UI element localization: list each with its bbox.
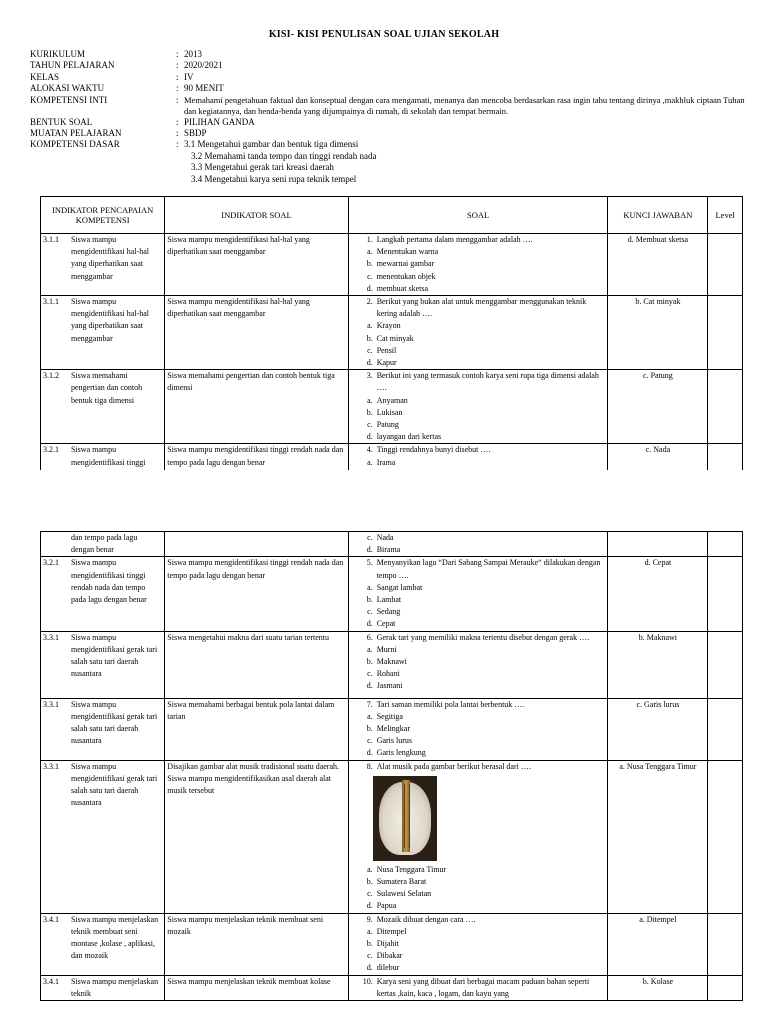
option-item — [351, 723, 606, 735]
answer-key-cell: a. Ditempel — [608, 913, 708, 975]
answer-key-cell: d. Membuat sketsa — [608, 234, 708, 296]
indikator-soal-cell: Siswa memahami berbagai bentuk pola lantai dalam tarian — [165, 698, 348, 760]
option-item — [351, 395, 606, 407]
table-row — [41, 234, 743, 296]
question-number: 6. — [366, 632, 373, 642]
option-text: menentukan objek — [376, 271, 436, 281]
option-item — [351, 606, 606, 618]
soal-cell — [348, 913, 608, 975]
option-letter: a. — [367, 864, 373, 874]
option-list — [351, 582, 606, 631]
indikator-soal-cell: Siswa mampu mengidentifikasi tinggi rendah nada dan tempo pada lagu dengan benar — [165, 557, 348, 631]
ipk-text: Siswa mampu mengidentifikasi tinggi rendah nada dan tempo pada lagu dengan benar — [71, 558, 147, 605]
option-item — [351, 333, 606, 345]
question-number: 5. — [366, 558, 373, 568]
table-header-row — [41, 197, 743, 234]
option-letter: a. — [367, 711, 373, 721]
option-letter: c. — [367, 951, 373, 961]
table-row — [41, 760, 743, 913]
soal-cell — [348, 296, 608, 370]
option-letter: a. — [367, 457, 373, 467]
indikator-soal-cell: Siswa mampu mengidentifikasi hal-hal yang diperhatikan saat menggambar — [165, 234, 348, 296]
option-item — [351, 258, 606, 270]
ipk-code: 3.3.1 — [43, 761, 59, 771]
ipk-text: Siswa mampu mengidentifikasi gerak tari salah satu tari daerah nusantara — [71, 632, 158, 679]
meta-label: KELAS — [30, 71, 59, 82]
option-text: Birama — [376, 545, 401, 555]
option-text: Krayon — [376, 321, 401, 331]
answer-key-cell: b. Cat minyak — [608, 296, 708, 370]
meta-value: SBDP — [184, 128, 207, 139]
meta-value: 90 MENIT — [184, 83, 224, 94]
option-letter: d. — [366, 681, 373, 691]
option-text: membuat sketsa — [376, 283, 429, 293]
question-number: 8. — [366, 761, 373, 771]
meta-row-tahun — [30, 60, 750, 71]
question-text: Alat musik pada gambar berikut berasal dari …. — [376, 761, 531, 771]
option-letter: b. — [366, 877, 373, 887]
option-text: Nusa Tenggara Timur — [376, 864, 447, 874]
option-text: Papua — [376, 901, 397, 911]
meta-row-bentuk-soal — [30, 117, 750, 128]
option-item — [351, 888, 606, 900]
option-item — [351, 582, 606, 594]
option-item — [351, 747, 606, 759]
meta-colon: : — [176, 94, 179, 105]
question-text: Tari saman memiliki pola lantai berbentuk …. — [376, 699, 525, 709]
meta-row-alokasi — [30, 83, 750, 94]
meta-colon: : — [176, 128, 179, 139]
meta-colon: : — [176, 49, 179, 59]
option-letter: c. — [367, 669, 373, 679]
meta-row-muatan — [30, 128, 750, 139]
option-item — [351, 544, 606, 556]
option-item — [351, 864, 606, 876]
option-text: Cat minyak — [376, 333, 414, 343]
option-letter: d. — [366, 283, 373, 293]
option-list — [351, 246, 606, 295]
soal-cell — [348, 975, 608, 1000]
header-level: Level — [708, 197, 743, 234]
ipk-text: Siswa mampu mengidentifikasi gerak tari salah satu tari daerah nusantara — [71, 699, 158, 746]
option-letter: c. — [367, 889, 373, 899]
option-letter: b. — [366, 333, 373, 343]
option-text: Maknawi — [376, 657, 407, 667]
level-cell — [708, 698, 743, 760]
option-item — [351, 431, 606, 443]
document-meta — [30, 49, 750, 185]
option-letter: a. — [367, 321, 373, 331]
meta-colon: : — [176, 71, 179, 82]
ipk-text: Siswa mampu mengidentifikasi tinggi — [71, 445, 146, 467]
table-row — [41, 975, 743, 1000]
option-letter: b. — [366, 259, 373, 269]
table-row — [41, 370, 743, 444]
meta-row-kelas — [30, 72, 750, 83]
option-text: dilebur — [376, 963, 400, 973]
kisi-table-part-2 — [40, 531, 743, 1001]
option-list — [351, 711, 606, 760]
meta-value: 2020/2021 — [184, 60, 223, 71]
option-letter: a. — [367, 395, 373, 405]
indikator-soal-cell: Siswa mampu mengidentifikasi hal-hal yang diperhatikan saat menggambar — [165, 296, 348, 370]
option-text: Sangat lambat — [376, 582, 423, 592]
indikator-soal-cell — [165, 532, 348, 557]
header-indikator-pencapaian: INDIKATOR PENCAPAIAN KOMPETENSI — [41, 197, 165, 234]
level-cell — [708, 296, 743, 370]
meta-value: 2013 — [184, 49, 202, 59]
question-text: Karya seni yang dibuat dari berbagai macam paduan bahan seperti kertas ,kain, kaca , logam, dan kayu yang — [376, 976, 590, 998]
option-list — [351, 644, 606, 693]
option-letter: b. — [366, 595, 373, 605]
ipk-code: 3.4.1 — [43, 914, 59, 924]
option-text: Pensil — [376, 345, 397, 355]
table-row-continued — [41, 532, 743, 557]
ipk-text: dan tempo pada lagu dengan benar — [71, 533, 138, 555]
option-item — [351, 246, 606, 258]
meta-colon: : — [176, 60, 179, 71]
ipk-cell — [41, 760, 165, 913]
soal-cell — [348, 698, 608, 760]
soal-cell — [348, 234, 608, 296]
ipk-text: Siswa mampu menjelaskan teknik membuat seni montase ,kolase , aplikasi, dan mozaik — [71, 914, 159, 961]
option-letter: b. — [366, 407, 373, 417]
option-text: mewarnai gambar — [376, 259, 435, 269]
kd-item: 3.2 Memahami tanda tempo dan tinggi rendah nada — [191, 150, 377, 161]
option-text: Menentukan warna — [376, 247, 439, 257]
question-number: 1. — [366, 235, 373, 244]
option-letter: d. — [366, 748, 373, 758]
ipk-cell — [41, 296, 165, 370]
option-letter: d. — [366, 545, 373, 555]
ipk-code: 3.1.2 — [43, 371, 59, 381]
option-text: Sumatera Barat — [376, 877, 427, 887]
ipk-text: Siswa mampu mengidentifikasi hal-hal yang diperhatikan saat menggambar — [71, 297, 149, 343]
option-letter: a. — [367, 247, 373, 257]
option-list — [351, 864, 606, 913]
option-item — [351, 711, 606, 723]
option-text: Garis lurus — [376, 736, 413, 746]
ipk-code: 3.2.1 — [43, 445, 59, 455]
kd-item: 3.1 Mengetahui gambar dan bentuk tiga dimensi — [184, 139, 359, 150]
answer-key-cell: b. Maknawi — [608, 631, 708, 698]
ipk-cell — [41, 698, 165, 760]
answer-key-cell: a. Nusa Tenggara Timur — [608, 760, 708, 913]
table-row — [41, 296, 743, 370]
meta-label: ALOKASI WAKTU — [30, 83, 105, 94]
meta-label: KOMPETENSI DASAR — [30, 139, 120, 150]
option-item — [351, 271, 606, 283]
question-number: 10. — [362, 976, 373, 986]
option-item — [351, 320, 606, 332]
meta-colon: : — [176, 116, 179, 127]
soal-cell — [348, 557, 608, 631]
option-text: Anyaman — [376, 395, 408, 405]
option-item — [351, 644, 606, 656]
ipk-cell — [41, 370, 165, 444]
kisi-table-part-1 — [40, 196, 743, 482]
question-number: 3. — [366, 371, 373, 381]
level-cell — [708, 631, 743, 698]
option-letter: c. — [367, 607, 373, 617]
table-row — [41, 913, 743, 975]
option-item — [351, 938, 606, 950]
option-item — [351, 680, 606, 692]
level-cell — [708, 913, 743, 975]
option-text: Cepat — [376, 619, 396, 629]
option-letter: c. — [367, 736, 373, 746]
answer-key-cell: c. Nada — [608, 444, 708, 482]
question-text: Gerak tari yang memiliki makna tertentu disebut dengan gerak …. — [376, 632, 590, 642]
page-break-gap — [0, 470, 768, 528]
option-letter: b. — [366, 724, 373, 734]
option-item — [351, 962, 606, 974]
option-text: Sedang — [376, 607, 401, 617]
option-letter: d. — [366, 432, 373, 442]
ipk-cell — [41, 913, 165, 975]
option-item — [351, 926, 606, 938]
ipk-code: 3.4.1 — [43, 976, 59, 986]
option-text: Dijahit — [376, 939, 399, 949]
option-text: Melingkar — [376, 724, 411, 734]
option-text: layangan dari kertas — [376, 432, 442, 442]
answer-key-cell: c. Patung — [608, 370, 708, 444]
ipk-cell — [41, 975, 165, 1000]
ipk-text: Siswa mampu mengidentifikasi gerak tari salah satu tari daerah nusantara — [71, 761, 158, 808]
question-text: Tinggi rendahnya bunyi disebut …. — [376, 445, 491, 455]
table-row — [41, 698, 743, 760]
question-text: Berikut ini yang termasuk contoh karya seni rupa tiga dimensi adalah …. — [376, 371, 599, 393]
option-item — [351, 345, 606, 357]
ipk-code: 3.1.1 — [43, 235, 59, 244]
answer-key-cell: d. Cepat — [608, 557, 708, 631]
option-text: Lukisan — [376, 407, 403, 417]
level-cell — [708, 557, 743, 631]
question-text: Menyanyikan lagu “Dari Sabang Sampai Merauke“ dilakukan dengan tempo …. — [376, 558, 601, 580]
indikator-soal-cell: Siswa mampu menjelaskan teknik membuat seni mozaik — [165, 913, 348, 975]
option-item — [351, 735, 606, 747]
sasando-instrument-image — [373, 776, 437, 861]
option-text: Patung — [376, 420, 399, 430]
option-text: Kapur — [376, 358, 397, 368]
question-number: 2. — [366, 297, 373, 307]
option-text: Rohani — [376, 669, 400, 679]
ipk-cell — [41, 631, 165, 698]
option-letter: c. — [367, 533, 373, 542]
level-cell — [708, 975, 743, 1000]
meta-value: PILIHAN GANDA — [184, 116, 255, 127]
option-item — [351, 950, 606, 962]
answer-key-cell — [608, 532, 708, 557]
meta-colon: : — [176, 139, 179, 150]
meta-row-kompetensi-inti — [30, 95, 750, 117]
option-list — [351, 395, 606, 444]
meta-label: KURIKULUM — [30, 49, 85, 59]
level-cell — [708, 760, 743, 913]
ipk-cell — [41, 532, 165, 557]
level-cell — [708, 370, 743, 444]
option-item — [351, 900, 606, 912]
option-letter: c. — [367, 345, 373, 355]
question-text: Berikut yang bukan alat untuk menggambar menggunakan teknik kering adalah …. — [376, 297, 587, 319]
soal-cell — [348, 631, 608, 698]
ipk-text: Siswa mampu menjelaskan teknik — [71, 976, 159, 998]
option-item — [351, 457, 606, 469]
meta-value: Memahami pengetahuan faktual dan konseptual dengan cara mengamati, menanya dan mencoba berdasarkan rasa ingin tahu tentang dirinya ,makhluk ciptaan Tuhan dan kegiatannya, dan benda-benda yang dijumpainya di rumah, di sekolah dan tempat bermain. — [184, 94, 745, 116]
meta-label: KOMPETENSI INTI — [30, 94, 108, 105]
option-item — [351, 283, 606, 295]
option-text: Segitiga — [376, 711, 403, 721]
ipk-code: 3.2.1 — [43, 558, 59, 568]
soal-cell — [348, 760, 608, 913]
option-letter: c. — [367, 271, 373, 281]
ipk-code: 3.1.1 — [43, 297, 59, 307]
ipk-code: 3.3.1 — [43, 632, 59, 642]
option-list — [351, 320, 606, 369]
option-text: Ditempel — [376, 926, 407, 936]
option-item — [351, 876, 606, 888]
question-number: 9. — [366, 914, 373, 924]
option-letter: d. — [366, 358, 373, 368]
ipk-code: 3.3.1 — [43, 699, 59, 709]
option-text: Murni — [376, 644, 397, 654]
question-text: Mozaik dibuat dengan cara …. — [376, 914, 476, 924]
kd-item: 3.3 Mengetahui gerak tari kreasi daerah — [191, 162, 334, 173]
option-letter: a. — [367, 644, 373, 654]
option-letter: d. — [366, 963, 373, 973]
table-row — [41, 557, 743, 631]
kd-item: 3.4 Mengetahui karya seni rupa teknik tempel — [191, 173, 357, 184]
option-item — [351, 357, 606, 369]
table-row — [41, 631, 743, 698]
option-item — [351, 419, 606, 431]
option-letter: d. — [366, 901, 373, 911]
kd-list — [184, 139, 750, 185]
option-item — [351, 532, 606, 544]
indikator-soal-cell: Siswa mampu menjelaskan teknik membuat kolase — [165, 975, 348, 1000]
option-letter: c. — [367, 420, 373, 430]
indikator-soal-cell: Disajikan gambar alat musik tradisional suatu daerah. Siswa mampu mengidentifikasikan asal daerah alat musik tersebut — [165, 760, 348, 913]
option-text: Garis lengkung — [376, 748, 426, 758]
meta-value: IV — [184, 71, 194, 82]
option-text: Dibakar — [376, 951, 403, 961]
option-item — [351, 407, 606, 419]
option-item — [351, 594, 606, 606]
level-cell — [708, 532, 743, 557]
indikator-soal-cell: Siswa memahami pengertian dan contoh bentuk tiga dimensi — [165, 370, 348, 444]
soal-cell — [348, 370, 608, 444]
option-item — [351, 656, 606, 668]
meta-label: BENTUK SOAL — [30, 116, 93, 127]
option-text: Lambat — [376, 595, 402, 605]
meta-label: TAHUN PELAJARAN — [30, 60, 115, 71]
meta-row-kompetensi-dasar — [30, 139, 750, 185]
indikator-soal-cell: Siswa mampu mengidentifikasi tinggi rendah nada dan tempo pada lagu dengan benar — [165, 444, 348, 482]
option-text: Sulawesi Selatan — [376, 889, 432, 899]
option-letter: a. — [367, 582, 373, 592]
question-text: Langkah pertama dalam menggambar adalah …. — [376, 235, 533, 244]
header-indikator-soal: INDIKATOR SOAL — [165, 197, 348, 234]
ipk-cell — [41, 557, 165, 631]
header-soal: SOAL — [348, 197, 608, 234]
ipk-text: Siswa memahami pengertian dan contoh bentuk tiga dimensi — [71, 371, 143, 405]
meta-label: MUATAN PELAJARAN — [30, 128, 122, 139]
level-cell — [708, 234, 743, 296]
option-text: Nada — [376, 533, 394, 542]
answer-key-cell: c. Garis lurus — [608, 698, 708, 760]
question-number: 4. — [366, 445, 373, 455]
option-letter: a. — [367, 926, 373, 936]
option-item — [351, 668, 606, 680]
soal-cell — [348, 532, 608, 557]
option-list — [351, 532, 606, 556]
option-item — [351, 618, 606, 630]
option-text: Jasmani — [376, 681, 403, 691]
option-letter: d. — [366, 619, 373, 629]
indikator-soal-cell: Siswa mengetahui makna dari suatu tarian tertentu — [165, 631, 348, 698]
ipk-text: Siswa mampu mengidentifikasi hal-hal yang diperhatikan saat menggambar — [71, 235, 149, 281]
document-title: KISI- KISI PENULISAN SOAL UJIAN SEKOLAH — [268, 29, 500, 40]
meta-colon: : — [176, 83, 179, 94]
option-letter: b. — [366, 657, 373, 667]
question-number: 7. — [366, 699, 373, 709]
answer-key-cell: b. Kolase — [608, 975, 708, 1000]
ipk-cell — [41, 234, 165, 296]
option-letter: b. — [366, 939, 373, 949]
meta-row-kurikulum — [30, 49, 750, 60]
option-text: Irama — [376, 457, 396, 467]
option-list — [351, 926, 606, 975]
header-kunci-jawaban: KUNCI JAWABAN — [608, 197, 708, 234]
